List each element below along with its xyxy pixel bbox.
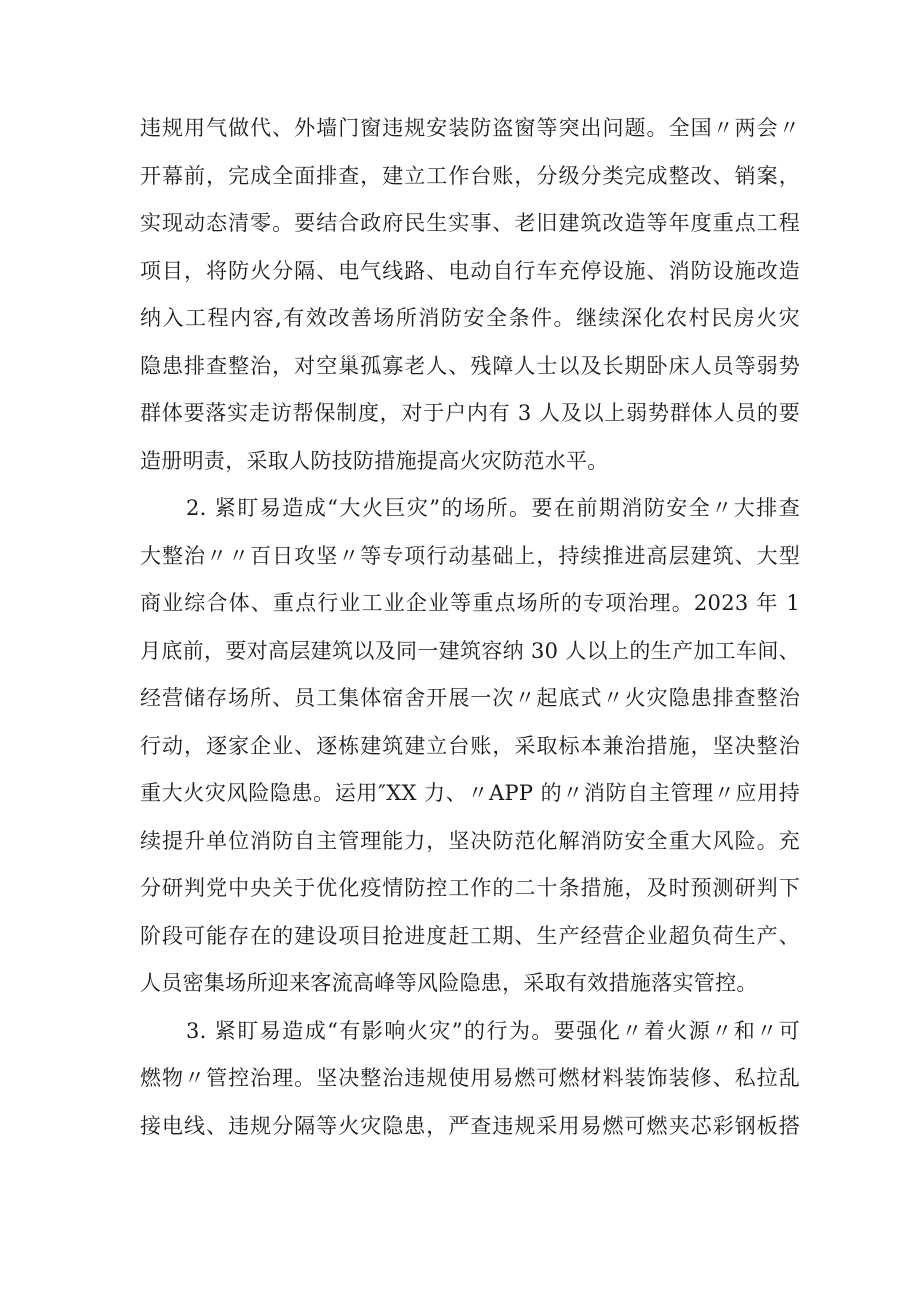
- text-line: 燃物〃管控治理。坚决整治违规使用易燃可燃材料装饰装修、私拉乱: [140, 1066, 800, 1090]
- text-line: 隐患排查整治，对空巢孤寡老人、残障人士以及长期卧床人员等弱势: [140, 353, 800, 378]
- text-line: 月底前，要对高层建筑以及同一建筑容纳 30 人以上的生产加工车间、: [140, 638, 800, 663]
- text-line: 阶段可能存在的建设项目抢进度赶工期、生产经营企业超负荷生产、: [140, 923, 800, 948]
- text-line: 群体要落实走访帮保制度，对于户内有 3 人及以上弱势群体人员的要: [140, 401, 800, 425]
- section-heading-line: 2. 紧盯易造成“大火巨灾”的场所。要在前期消防安全〃大排查: [186, 496, 800, 520]
- text-line: 分研判党中央关于优化疫情防控工作的二十条措施，及时预测研判下: [140, 876, 800, 900]
- text-line: 纳入工程内容,有效改善场所消防安全条件。继续深化农村民房火灾: [140, 306, 800, 330]
- text-line: 续提升单位消防自主管理能力，坚决防范化解消防安全重大风险。充: [140, 828, 800, 853]
- text-line: 行动，逐家企业、逐栋建筑建立台账，采取标本兼治措施，坚决整治: [140, 733, 800, 758]
- text-line: 重大火灾风险隐患。运用″XX 力、〃APP 的〃消防自主管理〃应用持: [140, 781, 800, 805]
- text-line: 造册明责，采取人防技防措施提高火灾防范水平。: [140, 448, 609, 473]
- section-heading-line: 3. 紧盯易造成“有影响火灾”的行为。要强化〃着火源〃和〃可: [186, 1018, 800, 1043]
- text-line: 商业综合体、重点行业工业企业等重点场所的专项治理。2023 年 1: [140, 591, 800, 615]
- text-line: 人员密集场所迎来客流高峰等风险隐患，采取有效措施落实管控。: [140, 971, 758, 995]
- text-line: 开幕前，完成全面排查，建立工作台账，分级分类完成整改、销案，: [140, 163, 800, 188]
- text-line: 经营储存场所、员工集体宿舍开展一次〃起底式〃火灾隐患排查整治: [140, 686, 800, 710]
- text-line: 违规用气做代、外墙门窗违规安装防盗窗等突出问题。全国〃两会〃: [140, 116, 800, 140]
- document-body: [140, 108, 800, 1153]
- text-line: 接电线、违规分隔等火灾隐患，严查违规采用易燃可燃夹芯彩钢板搭: [140, 1113, 800, 1138]
- text-line: 大整治〃〃百日攻坚〃等专项行动基础上，持续推进高层建筑、大型: [140, 543, 800, 568]
- text-line: 实现动态清零。要结合政府民生实事、老旧建筑改造等年度重点工程: [140, 211, 800, 235]
- text-line: 项目，将防火分隔、电气线路、电动自行车充停设施、消防设施改造: [140, 258, 800, 283]
